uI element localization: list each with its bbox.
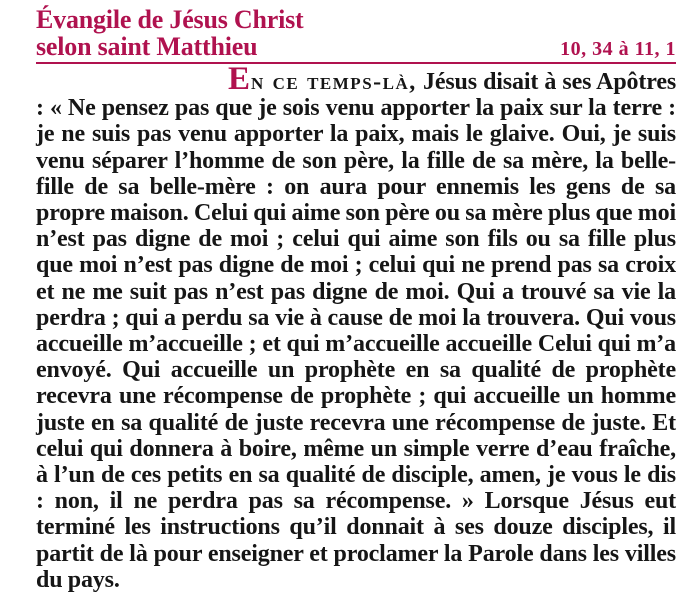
scripture-reference: 10, 34 à 11, 1 [560, 38, 676, 60]
incipit: n ce temps-là, [251, 69, 417, 95]
gospel-body: Jésus disait à ses Apôtres : « Ne pensez pas que je sois venu apporter la paix sur la terre : je ne suis pas venu apporter la paix, mais le glaive. Oui, je suis venu séparer l’homme de son père, la fille de sa mère, la belle-fille de sa belle-mère : on aura pour ennemis les gens de sa propre maison. Celui qui aime son père ou sa mère plus que moi n’est pas digne de moi ; celui qui aime son fils ou sa fille plus que moi n’est pas digne de moi ; celui qui ne prend pas sa croix et ne me suit pas n’est pas digne de moi. Qui a trouvé sa vie la perdra ; qui a perdu sa vie à cause de moi la trouvera. Qui vous accueille m’accueille ; et qui m’accueille accueille Celui qui m’a envoyé. Qui accueille un prophète en sa qualité de prophète recevra une récompense de prophète ; qui accueille un homme juste en sa qualité de juste recevra une récompense de juste. Et celui qui donnera à boire, même un simple verre d’eau fraîche, à l’un de ces petits en sa qualité de disciple, amen, je vous le dis : non, il ne perdra pas sa récompense. » Lorsque Jésus eut terminé les instructions qu’il donnait à ses douze disciples, il partit de là pour enseigner et proclamer la Parole dans les villes du pays. [36, 69, 677, 593]
title-row [36, 33, 676, 61]
gospel-title-line-2: selon saint Matthieu [36, 32, 258, 61]
reading-header [36, 6, 676, 61]
drop-initial: E [228, 61, 252, 97]
gospel-text [36, 61, 677, 593]
gospel-title-line-1: Évangile de Jésus Christ [36, 5, 304, 34]
header-divider [36, 62, 676, 64]
